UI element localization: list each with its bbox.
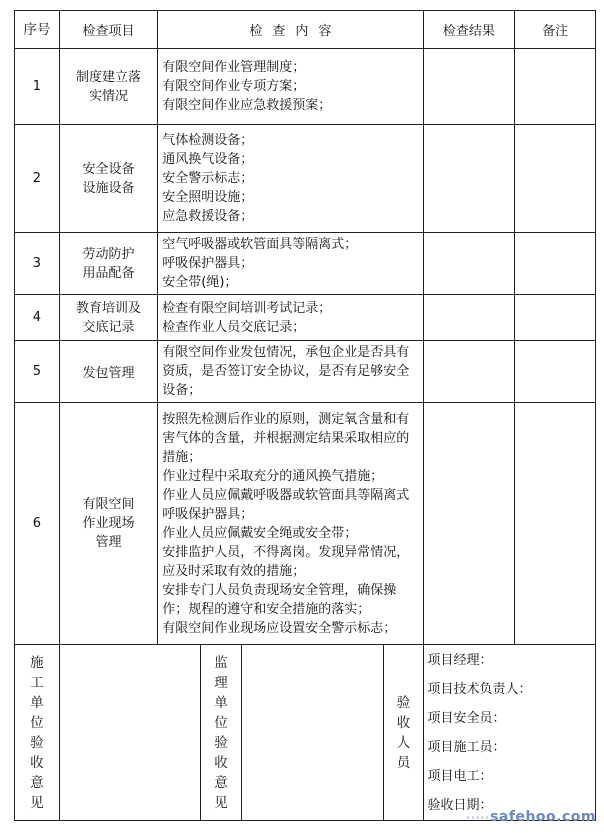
table-row [15,49,596,125]
row-number: 2 [15,125,60,233]
header-item: 检查项目 [59,11,158,49]
inspection-table [14,10,596,821]
row-item: 有限空间作业现场管理 [59,403,158,645]
row-result-cell[interactable] [423,341,515,403]
header-row [15,11,596,49]
role-construction-officer: 项目施工员： [427,739,506,755]
role-electrician: 项目电工： [427,768,493,784]
row-result-cell[interactable] [423,403,515,645]
row-remark-cell[interactable] [515,295,596,341]
role-technical-lead: 项目技术负责人： [427,681,532,697]
table-row [15,341,596,403]
role-project-manager: 项目经理： [427,652,493,668]
construction-opinion-field[interactable] [59,645,200,821]
row-result-cell[interactable] [423,49,515,125]
row-remark-cell[interactable] [515,49,596,125]
row-content: 有限空间作业管理制度； 有限空间作业专项方案； 有限空间作业应急救援预案； [158,49,423,125]
row-result-cell[interactable] [423,295,515,341]
row-item: 安全设备设施设备 [59,125,158,233]
row-result-cell[interactable] [423,233,515,295]
header-result: 检查结果 [423,11,515,49]
acceptor-signatures[interactable] [423,645,595,821]
row-item: 制度建立落实情况 [59,49,158,125]
row-item: 教育培训及交底记录 [59,295,158,341]
table-row [15,125,596,233]
role-acceptance-date: 验收日期： [427,797,493,813]
table-row [15,233,596,295]
header-remark: 备注 [515,11,596,49]
row-item: 劳动防护用品配备 [59,233,158,295]
construction-opinion-label: 施工单位验收意见 [15,645,60,821]
row-number: 3 [15,233,60,295]
role-safety-officer: 项目安全员： [427,710,506,726]
signoff-row [15,645,596,821]
table-row [15,295,596,341]
row-number: 5 [15,341,60,403]
row-remark-cell[interactable] [515,125,596,233]
row-number: 4 [15,295,60,341]
row-item: 发包管理 [59,341,158,403]
row-content: 检查有限空间培训考试记录； 检查作业人员交底记录； [158,295,423,341]
row-content: 空气呼吸器或软管面具等隔离式； 呼吸保护器具； 安全带(绳)； [158,233,423,295]
row-content: 有限空间作业发包情况，承包企业是否具有资质，是否签订安全协议，是否有足够安全设备； [158,341,423,403]
header-content: 检查内容 [158,11,423,49]
row-remark-cell[interactable] [515,403,596,645]
supervision-opinion-label: 监理单位验收意见 [200,645,241,821]
row-content: 气体检测设备； 通风换气设备； 安全警示标志； 安全照明设施； 应急救援设备； [158,125,423,233]
row-number: 6 [15,403,60,645]
row-remark-cell[interactable] [515,341,596,403]
row-result-cell[interactable] [423,125,515,233]
supervision-opinion-field[interactable] [242,645,384,821]
row-number: 1 [15,49,60,125]
row-content: 按照先检测后作业的原则，测定氧含量和有害气体的含量，并根据测定结果采取相应的措施； 作业过程中采取充分的通风换气措施； 作业人员应佩戴呼吸器或软管面具等隔离式呼吸保护器具； 作业人员应佩戴安全绳或安全带； 安排监护人员，不得离岗。发现异常情况，应及时采取有效的措施； 安排专门人员负责现场安全管理，确保操作；规程的遵守和安全措施的落实； 有限空间作业现场应设置安全警示标志； [158,403,423,645]
table-row [15,403,596,645]
site-watermark: ·····safehoo.com [466,809,596,825]
acceptor-label: 验收人员 [384,645,423,821]
row-remark-cell[interactable] [515,233,596,295]
header-seq: 序号 [15,11,60,49]
